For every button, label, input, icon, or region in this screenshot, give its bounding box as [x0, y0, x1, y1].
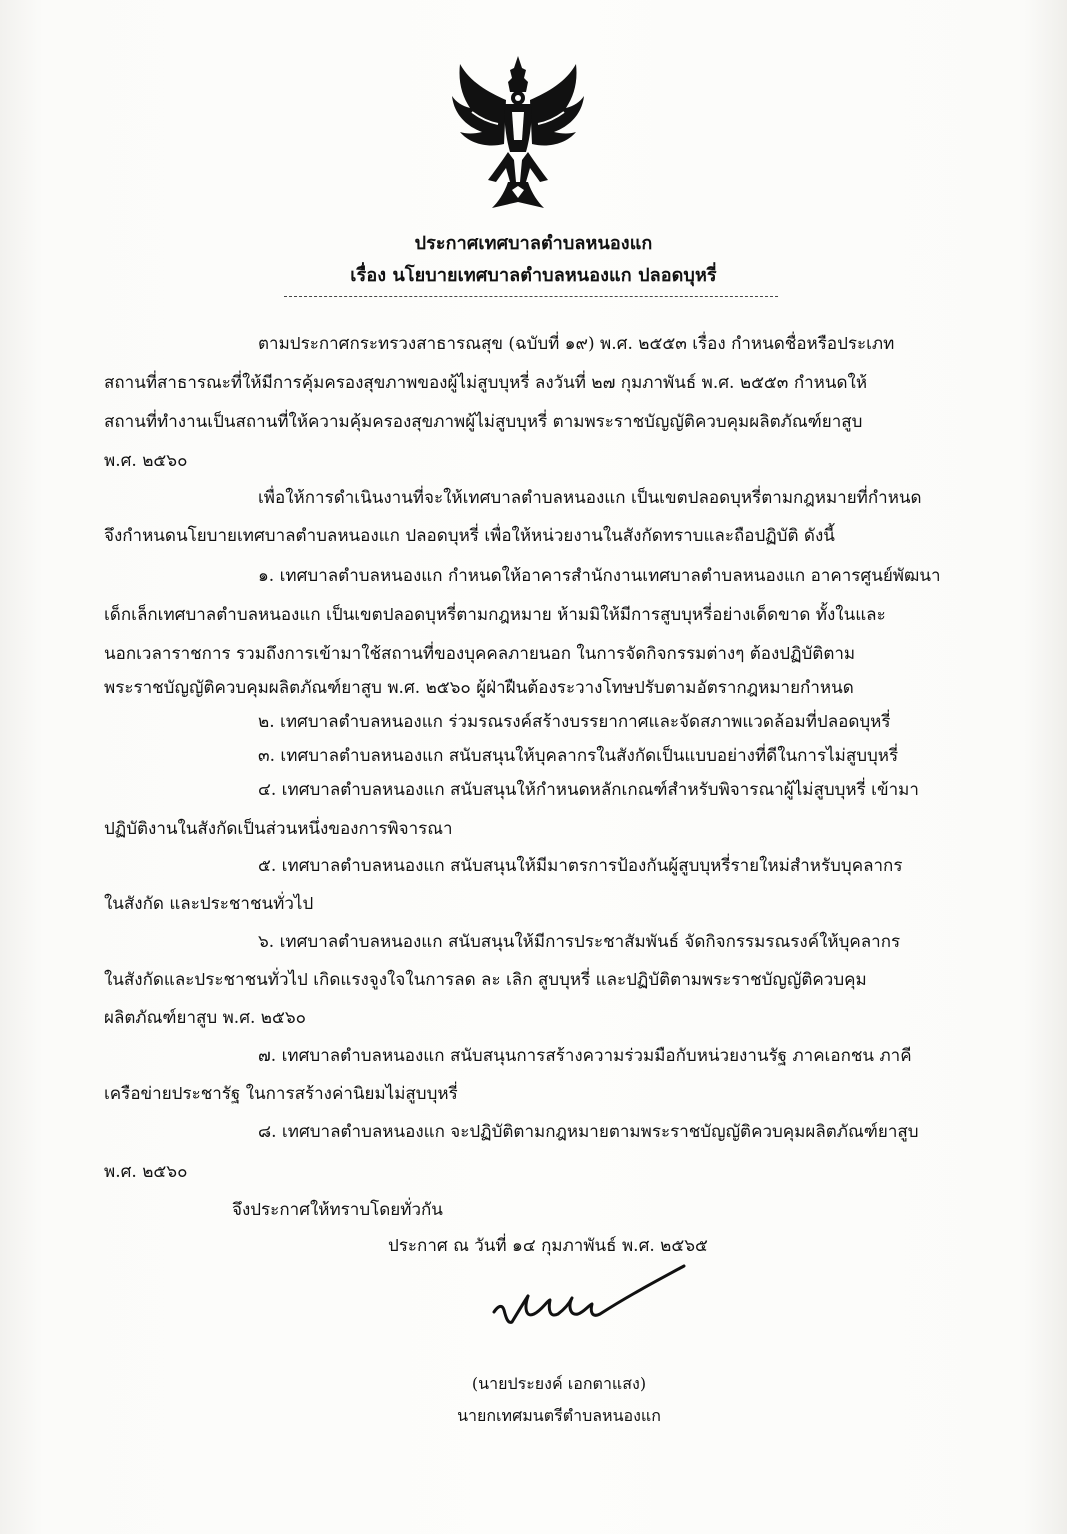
- policy-item-8-cont: พ.ศ. ๒๕๖๐: [104, 1162, 188, 1182]
- handwritten-signature-icon: [488, 1262, 688, 1342]
- policy-item-7-cont: เครือข่ายประชารัฐ ในการสร้างค่านิยมไม่สูบบุหรี่: [104, 1084, 458, 1104]
- policy-item-6: ๖. เทศบาลตำบลหนองแก สนับสนุนให้มีการประชาสัมพันธ์ จัดกิจกรรมรณรงค์ให้บุคลากร: [258, 932, 901, 952]
- purpose-line: เพื่อให้การดำเนินงานที่จะให้เทศบาลตำบลหนองแก เป็นเขตปลอดบุหรี่ตามกฎหมายที่กำหนด: [258, 488, 922, 508]
- policy-item-2: ๒. เทศบาลตำบลหนองแก ร่วมรณรงค์สร้างบรรยากาศและจัดสภาพแวดล้อมที่ปลอดบุหรี่: [258, 712, 891, 732]
- policy-item-8: ๘. เทศบาลตำบลหนองแก จะปฏิบัติตามกฎหมายตามพระราชบัญญัติควบคุมผลิตภัณฑ์ยาสูบ: [258, 1122, 919, 1142]
- dashed-divider: [284, 296, 778, 297]
- intro-line: สถานที่สาธารณะที่ให้มีการคุ้มครองสุขภาพของผู้ไม่สูบบุหรี่ ลงวันที่ ๒๗ กุมภาพันธ์ พ.ศ. ๒๕๕๓ กำหนดให้: [104, 373, 868, 393]
- policy-item-1-cont: พระราชบัญญัติควบคุมผลิตภัณฑ์ยาสูบ พ.ศ. ๒๕๖๐ ผู้ฝ่าฝืนต้องระวางโทษปรับตามอัตรากฎหมายกำหนด: [104, 678, 854, 698]
- garuda-emblem-icon: [448, 52, 588, 212]
- policy-item-7: ๗. เทศบาลตำบลหนองแก สนับสนุนการสร้างความร่วมมือกับหน่วยงานรัฐ ภาคเอกชน ภาคี: [258, 1046, 912, 1066]
- announcement-subject: เรื่อง นโยบายเทศบาลตำบลหนองแก ปลอดบุหรี่: [350, 265, 717, 286]
- intro-line: พ.ศ. ๒๕๖๐: [104, 451, 188, 471]
- policy-item-1-cont: เด็กเล็กเทศบาลตำบลหนองแก เป็นเขตปลอดบุหรี่ตามกฎหมาย ห้ามมิให้มีการสูบบุหรี่อย่างเด็ดขาด ทั้งในและ: [104, 605, 886, 625]
- policy-item-4-cont: ปฏิบัติงานในสังกัดเป็นส่วนหนึ่งของการพิจารณา: [104, 819, 453, 839]
- signatory-name: (นายประยงค์ เอกตาแสง): [471, 1374, 647, 1393]
- announcement-date: ประกาศ ณ วันที่ ๑๔ กุมภาพันธ์ พ.ศ. ๒๕๖๕: [388, 1236, 708, 1256]
- policy-item-6-cont: ในสังกัดและประชาชนทั่วไป เกิดแรงจูงใจในการลด ละ เลิก สูบบุหรี่ และปฏิบัติตามพระราชบัญญัติควบคุม: [104, 970, 867, 990]
- policy-item-1: ๑. เทศบาลตำบลหนองแก กำหนดให้อาคารสำนักงานเทศบาลตำบลหนองแก อาคารศูนย์พัฒนา: [258, 566, 941, 586]
- closing-statement: จึงประกาศให้ทราบโดยทั่วกัน: [232, 1200, 443, 1220]
- policy-item-5-cont: ในสังกัด และประชาชนทั่วไป: [104, 894, 314, 914]
- intro-line: ตามประกาศกระทรวงสาธารณสุข (ฉบับที่ ๑๙) พ.ศ. ๒๕๕๓ เรื่อง กำหนดชื่อหรือประเภท: [258, 334, 895, 354]
- policy-item-5: ๕. เทศบาลตำบลหนองแก สนับสนุนให้มีมาตรการป้องกันผู้สูบบุหรี่รายใหม่สำหรับบุคลากร: [258, 856, 903, 876]
- policy-item-4: ๔. เทศบาลตำบลหนองแก สนับสนุนให้กำหนดหลักเกณฑ์สำหรับพิจารณาผู้ไม่สูบบุหรี่ เข้ามา: [258, 780, 919, 800]
- purpose-line: จึงกำหนดนโยบายเทศบาลตำบลหนองแก ปลอดบุหรี่ เพื่อให้หน่วยงานในสังกัดทราบและถือปฏิบัติ ดังนี้: [104, 526, 835, 546]
- policy-item-6-cont: ผลิตภัณฑ์ยาสูบ พ.ศ. ๒๕๖๐: [104, 1008, 307, 1028]
- policy-item-1-cont: นอกเวลาราชการ รวมถึงการเข้ามาใช้สถานที่ของบุคคลภายนอก ในการจัดกิจกรรมต่างๆ ต้องปฏิบัติตาม: [104, 644, 856, 664]
- signatory-position: นายกเทศมนตรีตำบลหนองแก: [457, 1406, 661, 1425]
- intro-line: สถานที่ทำงานเป็นสถานที่ให้ความคุ้มครองสุขภาพผู้ไม่สูบบุหรี่ ตามพระราชบัญญัติควบคุมผลิตภัณฑ์ยาสูบ: [104, 412, 863, 432]
- policy-item-3: ๓. เทศบาลตำบลหนองแก สนับสนุนให้บุคลากรในสังกัดเป็นแบบอย่างที่ดีในการไม่สูบบุหรี่: [258, 746, 899, 766]
- announcement-title: ประกาศเทศบาลตำบลหนองแก: [414, 233, 653, 254]
